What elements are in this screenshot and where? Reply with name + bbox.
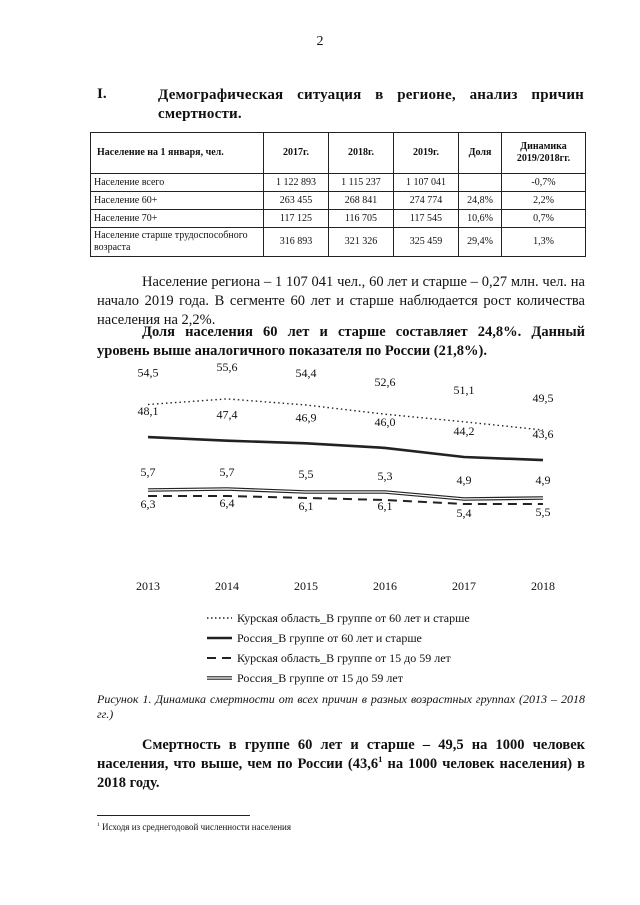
data-label: 5,7 <box>219 465 235 479</box>
x-tick-label: 2015 <box>294 579 318 593</box>
section-number: I. <box>97 86 107 102</box>
table-cell: 29,4% <box>459 228 502 257</box>
table-cell: Население 60+ <box>91 192 264 210</box>
table-header-cell: 2017г. <box>264 133 329 174</box>
legend-label: Курская область_В группе от 60 лет и старше <box>237 611 470 625</box>
data-label: 6,1 <box>298 499 314 513</box>
data-label: 46,9 <box>295 410 317 425</box>
table-cell: 116 705 <box>329 210 394 228</box>
data-label: 5,3 <box>377 469 393 483</box>
x-tick-label: 2016 <box>373 579 397 593</box>
paragraph-mortality-text-b: на 1000 человек населения) в 2018 году. <box>97 756 585 791</box>
data-label: 5,5 <box>535 505 551 519</box>
data-label: 4,9 <box>456 473 472 487</box>
data-label: 49,5 <box>532 391 554 405</box>
table-cell: 1,3% <box>502 228 586 257</box>
data-label: 5,5 <box>298 467 314 481</box>
series-line-4 <box>148 489 543 499</box>
data-label: 47,4 <box>216 407 238 422</box>
table-cell: 2,2% <box>502 192 586 210</box>
data-label: 44,2 <box>453 424 475 439</box>
table-header-cell: 2019г. <box>394 133 459 174</box>
table-header-cell: Динамика 2019/2018гг. <box>502 133 586 174</box>
data-label: 46,0 <box>374 414 396 429</box>
data-label: 5,4 <box>456 506 472 520</box>
table-cell: Население старше трудоспособного возраста <box>91 228 264 257</box>
table-cell: 24,8% <box>459 192 502 210</box>
paragraph-mortality-text-a: Смертность в группе 60 лет и старше – 49,5 на 1000 человек населения, что выше, чем по России (43,6 <box>97 737 585 772</box>
x-tick-label: 2017 <box>452 579 476 593</box>
table-cell: 325 459 <box>394 228 459 257</box>
table-header-cell: Доля <box>459 133 502 174</box>
footnote-mark: 1 <box>97 822 100 828</box>
data-label: 6,4 <box>219 496 235 510</box>
section-title: Демографическая ситуация в регионе, анализ причин смертности. <box>158 87 584 122</box>
table-cell: 316 893 <box>264 228 329 257</box>
table-cell: 268 841 <box>329 192 394 210</box>
x-tick-label: 2013 <box>136 579 160 593</box>
data-label: 52,6 <box>374 375 396 390</box>
data-label: 6,1 <box>377 499 393 513</box>
figure-caption: Рисунок 1. Динамика смертности от всех причин в разных возрастных группах (2013 – 2018 гг.) <box>97 692 585 721</box>
paragraph-population: Население региона – 1 107 041 чел., 60 лет и старше – 0,27 млн. чел. на начало 2019 года. В сегменте 60 лет и старше наблюдается рост количества населения на 2,2%. <box>97 274 585 328</box>
table-cell: Население всего <box>91 174 264 192</box>
table-cell: 274 774 <box>394 192 459 210</box>
table-cell: Население 70+ <box>91 210 264 228</box>
table-cell: 1 107 041 <box>394 174 459 192</box>
footnote <box>97 822 291 832</box>
table-cell: 321 326 <box>329 228 394 257</box>
data-label: 48,1 <box>137 404 159 419</box>
paragraph-mortality <box>97 736 585 793</box>
paragraph-share: Доля населения 60 лет и старше составляет 24,8%. Данный уровень выше аналогичного показателя по России (21,8%). <box>97 324 585 359</box>
data-label: 4,9 <box>535 473 551 487</box>
page-number: 2 <box>316 34 324 49</box>
series-line-1 <box>148 399 543 430</box>
data-label: 51,1 <box>453 382 475 397</box>
footnote-divider <box>97 815 250 816</box>
data-label: 43,6 <box>532 427 554 442</box>
data-label: 6,3 <box>140 497 156 511</box>
table-header-cell: Население на 1 января, чел. <box>91 133 264 174</box>
x-tick-label: 2014 <box>215 579 239 593</box>
legend-label: Россия_В группе от 60 лет и старше <box>237 631 422 645</box>
data-label: 55,6 <box>216 359 238 374</box>
series-line-2 <box>148 437 543 460</box>
table-cell: 1 122 893 <box>264 174 329 192</box>
table-cell: 1 115 237 <box>329 174 394 192</box>
table-header-cell: 2018г. <box>329 133 394 174</box>
table-cell: 117 545 <box>394 210 459 228</box>
table-cell: -0,7% <box>502 174 586 192</box>
table-cell: 10,6% <box>459 210 502 228</box>
footnote-ref[interactable]: 1 <box>378 754 383 765</box>
legend-label: Россия_В группе от 15 до 59 лет <box>237 671 403 685</box>
data-label: 54,5 <box>137 365 159 380</box>
table-cell: 263 455 <box>264 192 329 210</box>
legend-label: Курская область_В группе от 15 до 59 лет <box>237 651 451 665</box>
data-label: 54,4 <box>295 366 317 381</box>
table-cell: 117 125 <box>264 210 329 228</box>
table-cell: 0,7% <box>502 210 586 228</box>
data-label: 5,7 <box>140 465 156 479</box>
footnote-text: Исходя из среднегодовой численности населения <box>101 822 291 832</box>
x-tick-label: 2018 <box>531 579 555 593</box>
